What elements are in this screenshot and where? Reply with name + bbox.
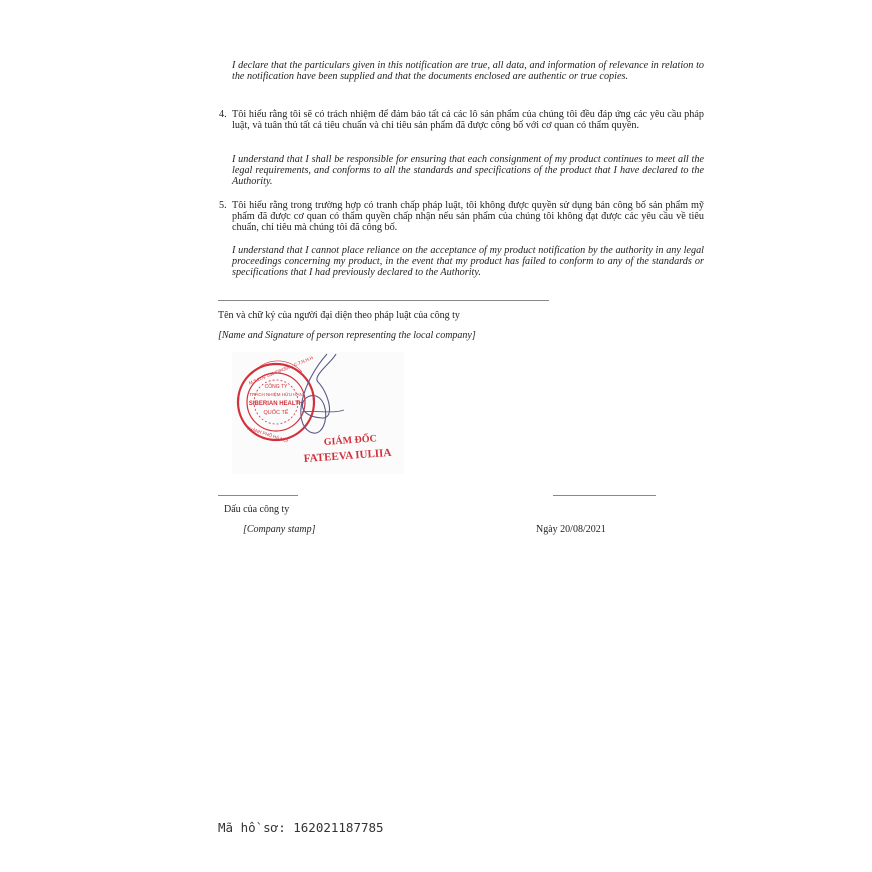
company-stamp-signature <box>232 352 404 474</box>
stamp-label-vi: Dấu của công ty <box>224 504 290 515</box>
item-4-vietnamese: Tôi hiểu rằng tôi sẽ có trách nhiệm để đảm bảo tất cả các lô sản phẩm của chúng tôi đều đáp ứng các yêu cầu pháp luật, và tuân thủ tất cả tiêu chuẩn và chỉ tiêu sản phẩm đã được công bố với cơ quan có thẩm quyền. <box>232 109 704 132</box>
stamp-line <box>218 495 298 496</box>
stamp-seal-icon <box>232 352 404 474</box>
date-line <box>553 495 656 496</box>
svg-text:QUỐC TẾ: QUỐC TẾ <box>263 410 289 416</box>
item-4-english: I understand that I shall be responsible for ensuring that each consignment of my product continues to meet all the legal requirements, and conforms to all the standards and specifications of the product that I have declared to the Authority. <box>232 154 704 188</box>
record-number: Mã hồ sơ: 162021187785 <box>218 820 384 835</box>
stamp-label-en: [Company stamp] <box>243 524 316 535</box>
declaration-english-3: I declare that the particulars given in this notification are true, all data, and information of relevance in relation to the notification have been supplied and that the documents enclosed are authentic or true copies. <box>232 60 704 83</box>
item-5-number: 5. <box>219 200 227 211</box>
item-5-english: I understand that I cannot place reliance on the acceptance of my product notification by the authority in any legal proceedings concerning my product, in the event that my product has failed to conform to any of the standards or specifications that I had previously declared to the Authority. <box>232 245 704 279</box>
svg-text:TRÁCH NHIỆM HỮU HẠN: TRÁCH NHIỆM HỮU HẠN <box>249 392 303 397</box>
signature-label-vi: Tên và chữ ký của người đại diện theo pháp luật của công ty <box>218 310 460 321</box>
svg-text:THÀNH PHỐ HÀ NỘI: THÀNH PHỐ HÀ NỘI <box>245 425 289 444</box>
signature-label-en: [Name and Signature of person representing the local company] <box>218 330 476 341</box>
signature-divider <box>218 300 549 301</box>
item-4-number: 4. <box>219 109 227 120</box>
signatory-title: GIÁM ĐỐC <box>323 433 378 448</box>
item-5-vietnamese: Tôi hiểu rằng trong trường hợp có tranh chấp pháp luật, tôi không được quyền sử dụng bản công bố sản phẩm mỹ phẩm đã được cơ quan có thẩm quyền chấp nhận nếu sản phẩm của chúng tôi không đạt được các yêu cầu về tiêu chuẩn, chỉ tiêu mà chúng tôi đã công bố. <box>232 200 704 234</box>
signatory-name: FATEEVA IULIIA <box>303 446 392 465</box>
svg-text:CÔNG TY: CÔNG TY <box>264 384 288 390</box>
document-date: Ngày 20/08/2021 <box>536 524 606 535</box>
svg-text:SIBERIAN HEALTH: SIBERIAN HEALTH <box>248 401 304 407</box>
svg-text:M.S.D.N: 0304084300 - C.T.N.H.: M.S.D.N: 0304084300 - C.T.N.H.H <box>248 355 314 386</box>
